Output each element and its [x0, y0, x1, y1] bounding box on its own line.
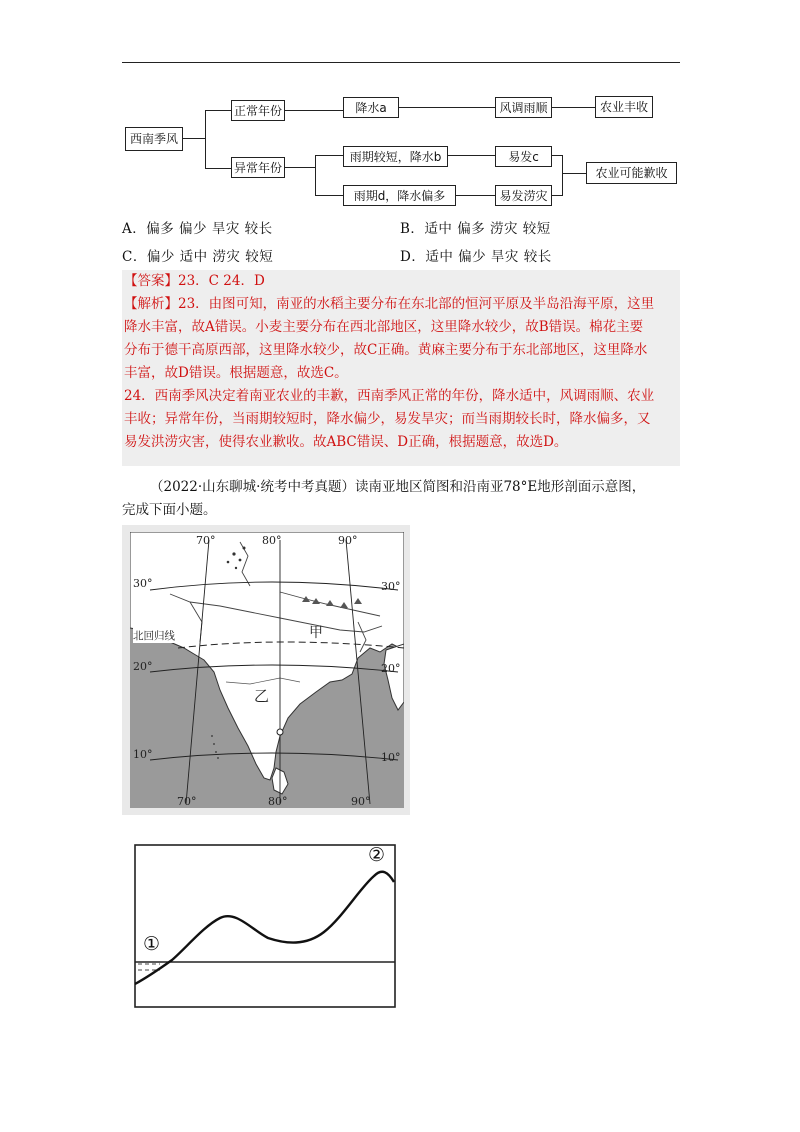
header-rule	[122, 62, 680, 63]
flow-bad-harvest: 农业可能歉收	[586, 162, 677, 184]
profile-point-2: ②	[368, 844, 386, 866]
answer-line: 降水丰富，故A错误。小麦主要分布在西北部地区，这里降水较少，故B错误。棉花主要	[124, 319, 644, 335]
answer-block	[122, 270, 680, 466]
flow-precip-a: 降水a	[343, 97, 399, 118]
map-lat-30-right: 30°	[381, 580, 401, 593]
map-lat-10-left: 10°	[133, 748, 153, 761]
flow-harvest: 农业丰收	[595, 96, 653, 118]
question-line-1: （2022·山东聊城·统考中考真题）读南亚地区简图和沿南亚78°E地形剖面示意图，	[150, 479, 646, 495]
map-tropic-label: 北回归线	[133, 630, 175, 642]
flow-normal-year: 正常年份	[231, 100, 285, 121]
flow-long-rainy: 雨期d，降水偏多	[343, 185, 456, 206]
answer-line: 分布于德干高原西部，这里降水较少，故C正确。黄麻主要分布于东北部地区，这里降水	[124, 342, 648, 358]
flow-flood: 易发涝灾	[495, 185, 552, 206]
map-lon-70-bottom: 70°	[177, 795, 197, 808]
flow-root: 西南季风	[125, 127, 183, 151]
map-lon-90-top: 90°	[338, 534, 358, 547]
option-a: A．偏多 偏少 旱灾 较长	[122, 221, 273, 237]
answer-line: 易发洪涝灾害，使得农业歉收。故ABC错误、D正确，根据题意，故选D。	[124, 434, 568, 450]
answer-line: 丰富，故D错误。根据题意，故选C。	[124, 365, 348, 381]
option-c: C．偏少 适中 涝灾 较短	[122, 249, 274, 265]
flow-abnormal-year: 异常年份	[231, 157, 285, 178]
map-lon-70-top: 70°	[196, 534, 216, 547]
profile-point-1: ①	[143, 933, 161, 955]
map-lon-90-bottom: 90°	[351, 795, 371, 808]
map-lat-30-left: 30°	[133, 577, 153, 590]
terrain-profile	[134, 844, 396, 1008]
answer-line: 丰收；异常年份，当雨期较短时，降水偏少，易发旱灾；而当雨期较长时，降水偏多，又	[124, 411, 651, 427]
option-d: D．适中 偏少 旱灾 较长	[400, 249, 552, 265]
answer-line: 24．西南季风决定着南亚农业的丰歉，西南季风正常的年份，降水适中，风调雨顺、农业	[124, 388, 655, 404]
flow-short-rainy: 雨期较短，降水b	[343, 146, 448, 167]
map-lat-20-right: 20°	[381, 662, 401, 675]
answer-line: 【解析】23．由图可知，南亚的水稻主要分布在东北部的恒河平原及半岛沿海平原，这里	[124, 296, 655, 312]
map-label-yi: 乙	[254, 687, 270, 705]
answer-line: 【答案】23．C 24．D	[124, 273, 265, 289]
map-lat-10-right: 10°	[381, 751, 401, 764]
map-label-jia: 甲	[309, 625, 323, 641]
map-lon-80-top: 80°	[262, 534, 282, 547]
question-line-2: 完成下面小题。	[122, 502, 217, 518]
flow-drought-c: 易发c	[495, 146, 552, 167]
south-asia-map	[130, 532, 404, 808]
option-b: B．适中 偏多 涝灾 较短	[400, 221, 551, 237]
flow-good-weather: 风调雨顺	[495, 97, 552, 118]
map-lon-80-bottom: 80°	[268, 795, 288, 808]
map-lat-20-left: 20°	[133, 660, 153, 673]
